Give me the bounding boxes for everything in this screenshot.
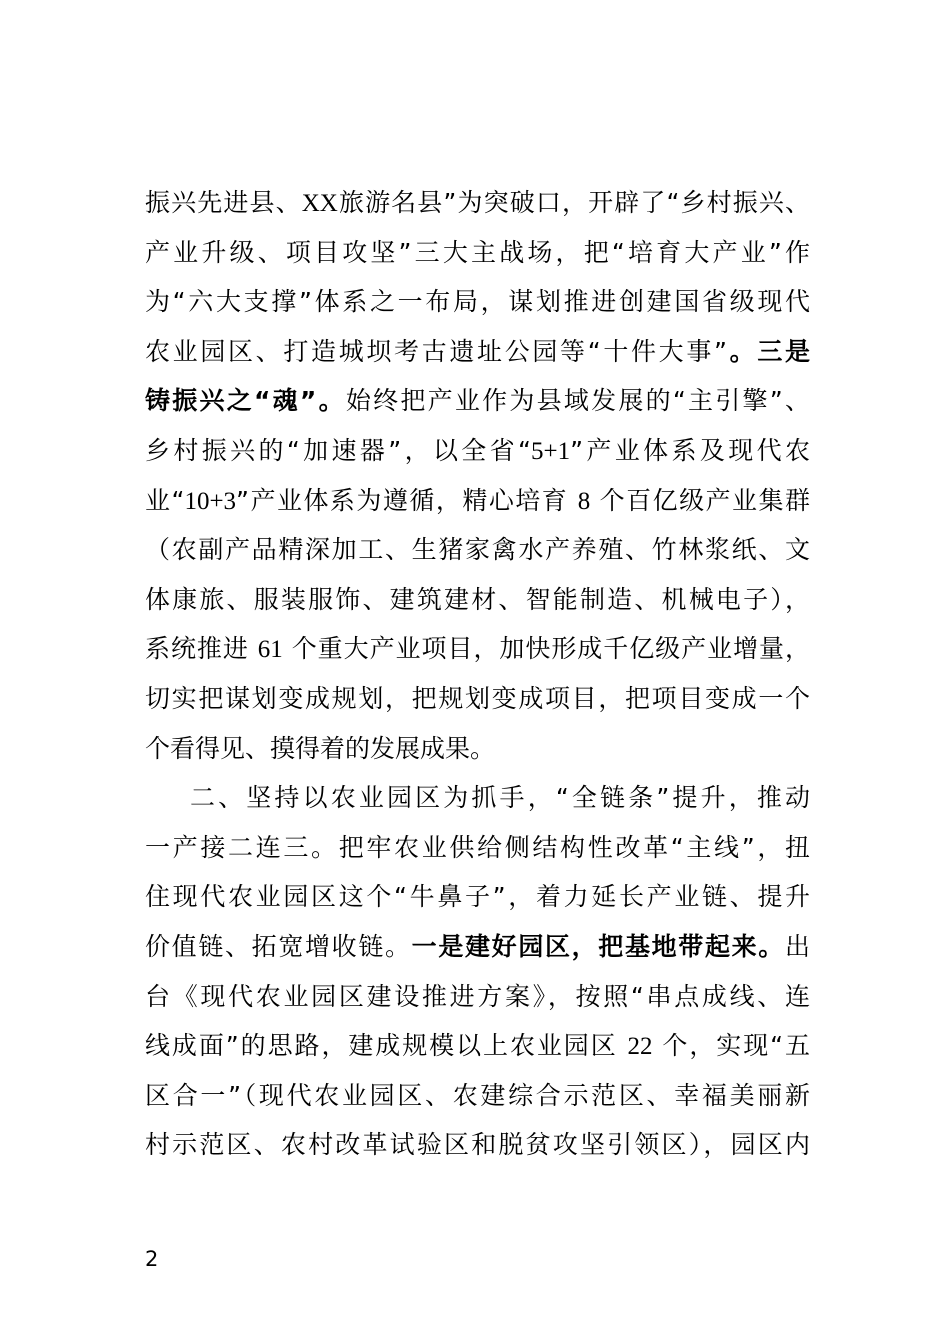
- text-segment: XX: [301, 190, 338, 217]
- text-segment: 住现代农业园区这个“牛鼻子”，着力延长产业链、提升: [145, 882, 810, 912]
- text-line: [145, 476, 810, 526]
- text-line: [145, 376, 810, 426]
- text-segment: 乡村振兴的“加速器”，以全省“: [145, 435, 531, 465]
- text-segment: 农业园区、打造城坝考古遗址公园等“十件大事”: [145, 336, 727, 366]
- text-line: [145, 872, 810, 922]
- text-segment: 切实把谋划变成规划，把规划变成项目，把项目变成一个: [145, 683, 810, 713]
- text-segment: 个看得见、摸得着的发展成果。: [145, 733, 496, 763]
- text-segment: 区合一”（现代农业园区、农建综合示范区、幸福美丽新: [145, 1080, 810, 1110]
- text-segment: 22: [627, 1033, 653, 1061]
- text-segment: 价值链、拓宽增收链。: [145, 931, 412, 961]
- text-segment: 线成面”的思路，建成规模以上农业园区: [145, 1031, 628, 1061]
- text-segment: 振兴先进县、: [145, 188, 302, 217]
- text-line: [145, 823, 810, 873]
- text-line: [145, 972, 810, 1022]
- text-line: [145, 426, 810, 476]
- text-segment: 产业升级、项目攻坚”三大主战场，把“培育大产业”作: [145, 237, 810, 267]
- text-segment: 10+3: [184, 487, 237, 515]
- text-line: [145, 228, 810, 278]
- text-line: [145, 773, 810, 823]
- text-line: [145, 724, 810, 774]
- text-segment: 个百亿级产业集群: [590, 485, 811, 515]
- text-segment: 村示范区、农村改革试验区和脱贫攻坚引领区），园区内: [145, 1130, 810, 1160]
- text-line: [145, 1071, 810, 1121]
- text-segment: 61: [257, 636, 283, 664]
- text-segment: ”产业体系为遵循，精心培育: [236, 485, 578, 515]
- text-line: [145, 277, 810, 327]
- text-segment: ”产业体系及现代农: [570, 435, 810, 465]
- text-segment: 为“六大支撑”体系之一布局，谋划推进创建国省级现代: [145, 287, 810, 317]
- text-segment: 系统推进: [145, 634, 258, 664]
- bold-text-segment: 一是建好园区，把基地带起来。: [411, 931, 785, 961]
- bold-text-segment: 铸振兴之“魂”。: [145, 386, 346, 416]
- text-segment: 业“: [145, 485, 185, 515]
- text-segment: 个，实现“五: [652, 1031, 810, 1061]
- text-line: [145, 178, 810, 228]
- body-text: [145, 178, 810, 1170]
- text-segment: 始终把产业作为县域发展的“主引擎”、: [345, 386, 810, 416]
- text-segment: 台《现代农业园区建设推进方案》，按照“串点成线、连: [145, 981, 810, 1011]
- text-line: [145, 327, 810, 377]
- text-segment: 个重大产业项目，加快形成千亿级产业增量，: [282, 634, 811, 664]
- text-line: [145, 525, 810, 575]
- text-segment: 8: [577, 487, 591, 515]
- text-segment: 旅游名县”为突破口，开辟了“乡村振兴、: [337, 188, 810, 217]
- text-segment: 5+1: [531, 437, 571, 465]
- page-number: 2: [145, 1247, 159, 1271]
- text-line: [145, 575, 810, 625]
- text-line: [145, 674, 810, 724]
- text-line: [145, 1120, 810, 1170]
- text-segment: 二、坚持以农业园区为抓手，“全链条”提升，推动: [190, 783, 810, 813]
- text-segment: 一产接二连三。把牢农业供给侧结构性改革“主线”，扭: [145, 832, 810, 862]
- text-line: [145, 1021, 810, 1071]
- bold-text-segment: 。三是: [726, 336, 810, 366]
- text-segment: 体康旅、服装服饰、建筑建材、智能制造、机械电子），: [145, 584, 810, 614]
- text-segment: 出: [784, 931, 810, 961]
- text-line: [145, 922, 810, 972]
- text-line: [145, 624, 810, 674]
- text-segment: （农副产品精深加工、生猪家禽水产养殖、竹林浆纸、文: [145, 535, 810, 565]
